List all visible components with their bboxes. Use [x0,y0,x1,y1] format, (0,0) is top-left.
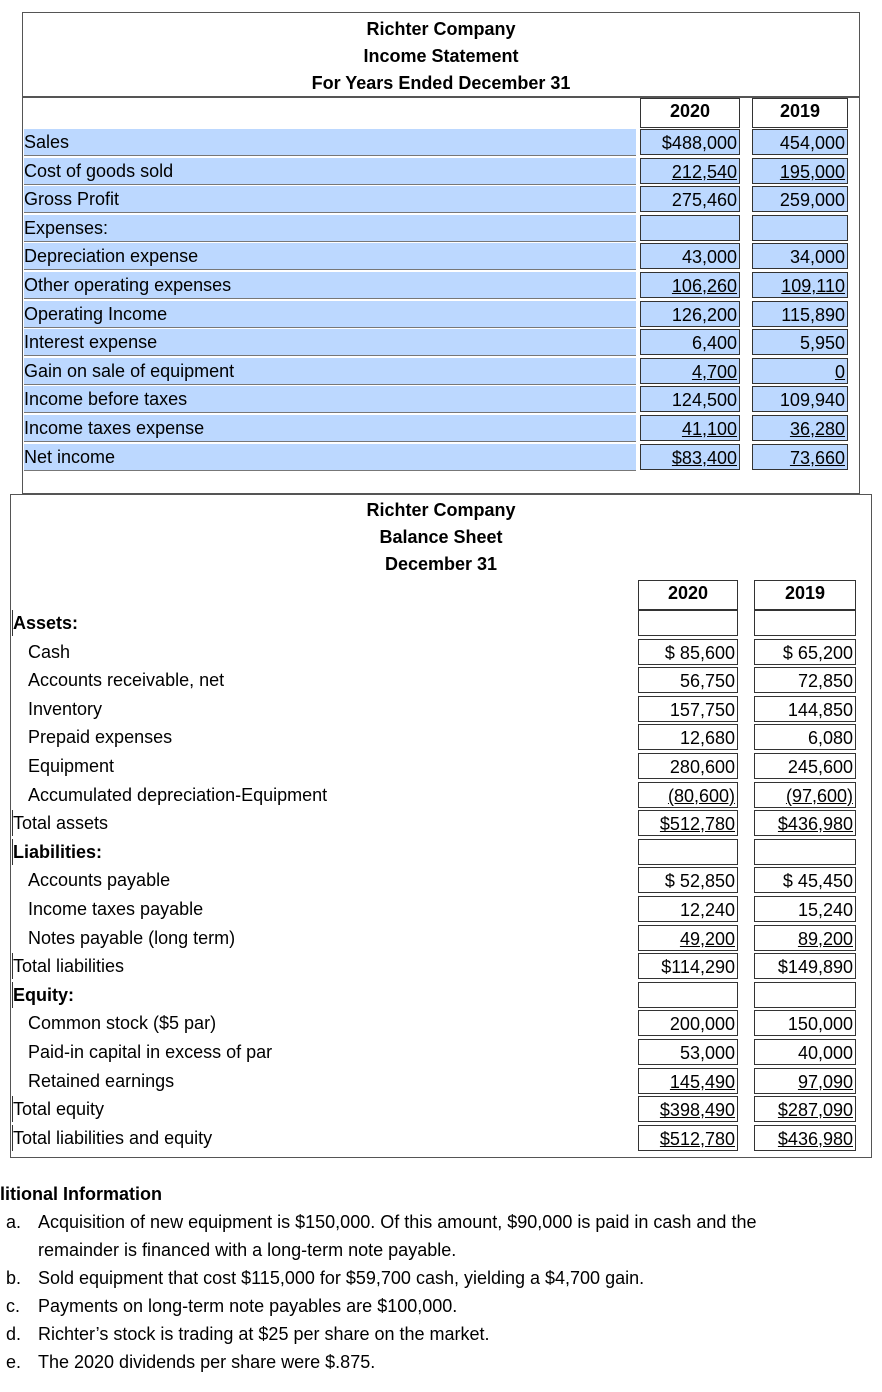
bs-value-2019: $ 65,200 [754,639,856,665]
is-title: Income Statement [363,46,519,66]
bs-row-label: Liabilities: [12,839,102,865]
bs-value-2019 [754,982,856,1008]
is-row [0,300,882,328]
bs-value-2019: 72,850 [754,667,856,693]
is-row-label: Operating Income [24,301,636,328]
bs-value-2020: 56,750 [638,667,738,693]
is-value-2020: 6,400 [640,329,740,355]
bs-row [0,781,882,809]
is-value-2020: 124,500 [640,386,740,412]
bs-row [0,809,882,837]
info-item-text: Richter’s stock is trading at $25 per share on the market. [38,1324,490,1344]
bs-value-2019: 40,000 [754,1039,856,1065]
bs-title: Balance Sheet [379,527,503,547]
bs-row-label: Inventory [28,699,103,719]
bs-value-2020: 49,200 [638,925,738,951]
info-item-marker: d. [6,1324,22,1344]
is-value-2019: 109,940 [752,386,848,412]
bs-company: Richter Company [366,500,516,520]
bs-value-2019: $149,890 [754,953,856,979]
bs-row [0,638,882,666]
is-row [0,128,882,156]
is-row-label: Interest expense [24,329,636,356]
bs-row-label: Total assets [12,810,108,836]
is-company: Richter Company [366,19,516,39]
is-row-label: Gain on sale of equipment [24,358,636,385]
bs-value-2019: $287,090 [754,1096,856,1122]
bs-row [0,695,882,723]
bs-row [0,838,882,866]
bs-value-2020: 12,680 [638,724,738,750]
bs-row-label: Accounts payable [28,870,171,890]
bs-value-2020: 200,000 [638,1010,738,1036]
is-value-2020 [640,215,740,241]
bs-value-2019: $436,980 [754,810,856,836]
bs-value-2020: 53,000 [638,1039,738,1065]
is-row [0,328,882,356]
is-header-2020: 2020 [640,98,740,128]
is-value-2019: 454,000 [752,129,848,155]
info-item-marker: c. [6,1296,21,1316]
bs-row [0,666,882,694]
bs-value-2020: 12,240 [638,896,738,922]
bs-value-2020: $512,780 [638,810,738,836]
bs-value-2020: 280,600 [638,753,738,779]
is-row [0,443,882,471]
is-value-2020: 41,100 [640,415,740,441]
info-item-marker: a. [6,1212,22,1232]
is-header-2019: 2019 [752,98,848,128]
additional-info-heading: litional Information [0,1184,162,1204]
bs-row-label: Total equity [12,1096,104,1122]
bs-row-label: Equity: [12,982,74,1008]
is-value-2020: $488,000 [640,129,740,155]
is-value-2020: 126,200 [640,301,740,327]
is-row-label: Gross Profit [24,186,636,213]
bs-row-label: Total liabilities and equity [12,1125,212,1151]
bs-value-2019: 89,200 [754,925,856,951]
info-item-text: Acquisition of new equipment is $150,000. Of this amount, $90,000 is paid in cash and the [38,1212,757,1232]
bs-value-2019: 150,000 [754,1010,856,1036]
bs-value-2019: 245,600 [754,753,856,779]
bs-value-2020: $114,290 [638,953,738,979]
bs-value-2019: 97,090 [754,1068,856,1094]
bs-row-label: Notes payable (long term) [28,928,236,948]
is-row-label: Depreciation expense [24,243,636,270]
bs-row [0,952,882,980]
info-item-text: The 2020 dividends per share were $.875. [38,1352,376,1372]
bs-value-2020 [638,982,738,1008]
bs-row-label: Retained earnings [28,1071,175,1091]
is-row-label: Cost of goods sold [24,158,636,185]
is-value-2019: 73,660 [752,444,848,470]
bs-value-2020: $ 52,850 [638,867,738,893]
bs-row-label: Accumulated depreciation-Equipment [28,785,328,805]
is-value-2019: 5,950 [752,329,848,355]
info-item-marker: b. [6,1268,22,1288]
bs-row [0,866,882,894]
bs-value-2019 [754,610,856,636]
bs-value-2019: $436,980 [754,1125,856,1151]
bs-row-label: Income taxes payable [28,899,204,919]
is-value-2019: 109,110 [752,272,848,298]
bs-value-2020: (80,600) [638,782,738,808]
bs-value-2019: 144,850 [754,696,856,722]
bs-value-2020 [638,610,738,636]
bs-row-label: Cash [28,642,71,662]
bs-value-2019: (97,600) [754,782,856,808]
bs-value-2020: 157,750 [638,696,738,722]
bs-row-label: Common stock ($5 par) [28,1013,217,1033]
bs-row [0,752,882,780]
info-item-text: Payments on long-term note payables are $100,000. [38,1296,458,1316]
bs-value-2020: $ 85,600 [638,639,738,665]
bs-value-2020: $512,780 [638,1125,738,1151]
bs-row-label: Total liabilities [12,953,124,979]
bs-row-label: Equipment [28,756,115,776]
bs-row [0,723,882,751]
bs-title-block [10,497,872,581]
is-value-2019: 259,000 [752,186,848,212]
bs-row [0,1038,882,1066]
bs-row [0,1067,882,1095]
is-row-label: Income taxes expense [24,415,636,442]
is-row-label: Expenses: [24,215,636,242]
bs-header-2020: 2020 [638,580,738,610]
is-row [0,242,882,270]
is-value-2019: 34,000 [752,243,848,269]
is-value-2019: 195,000 [752,158,848,184]
bs-value-2020 [638,839,738,865]
is-row [0,414,882,442]
is-row [0,185,882,213]
bs-value-2020: $398,490 [638,1096,738,1122]
is-row [0,357,882,385]
info-item-marker: e. [6,1352,22,1372]
is-row [0,214,882,242]
info-item-text-cont: remainder is financed with a long-term note payable. [38,1240,457,1260]
is-row [0,271,882,299]
is-value-2020: 275,460 [640,186,740,212]
is-row [0,385,882,413]
is-row-label: Sales [24,129,636,156]
bs-row-label: Prepaid expenses [28,727,173,747]
is-row-label: Other operating expenses [24,272,636,299]
is-value-2019: 115,890 [752,301,848,327]
is-value-2020: 106,260 [640,272,740,298]
bs-row-label: Accounts receivable, net [28,670,225,690]
is-value-2020: $83,400 [640,444,740,470]
is-row-label: Net income [24,444,636,471]
bs-value-2019: 6,080 [754,724,856,750]
bs-row-label: Assets: [12,610,78,636]
income-statement-header-box [22,12,860,98]
is-value-2020: 4,700 [640,358,740,384]
bs-date: December 31 [384,554,498,574]
bs-value-2019: $ 45,450 [754,867,856,893]
is-value-2019: 36,280 [752,415,848,441]
bs-row [0,1095,882,1123]
bs-row-label: Paid-in capital in excess of par [28,1042,273,1062]
bs-row [0,609,882,637]
is-period: For Years Ended December 31 [311,73,571,93]
bs-value-2019 [754,839,856,865]
bs-row [0,981,882,1009]
bs-value-2020: 145,490 [638,1068,738,1094]
bs-row [0,924,882,952]
bs-value-2019: 15,240 [754,896,856,922]
bs-header-2019: 2019 [754,580,856,610]
bs-row [0,1124,882,1152]
is-row [0,157,882,185]
bs-row [0,1009,882,1037]
info-item-text: Sold equipment that cost $115,000 for $59,700 cash, yielding a $4,700 gain. [38,1268,645,1288]
is-row-label: Income before taxes [24,386,636,413]
is-value-2020: 43,000 [640,243,740,269]
bs-row [0,895,882,923]
is-value-2020: 212,540 [640,158,740,184]
is-value-2019: 0 [752,358,848,384]
is-value-2019 [752,215,848,241]
